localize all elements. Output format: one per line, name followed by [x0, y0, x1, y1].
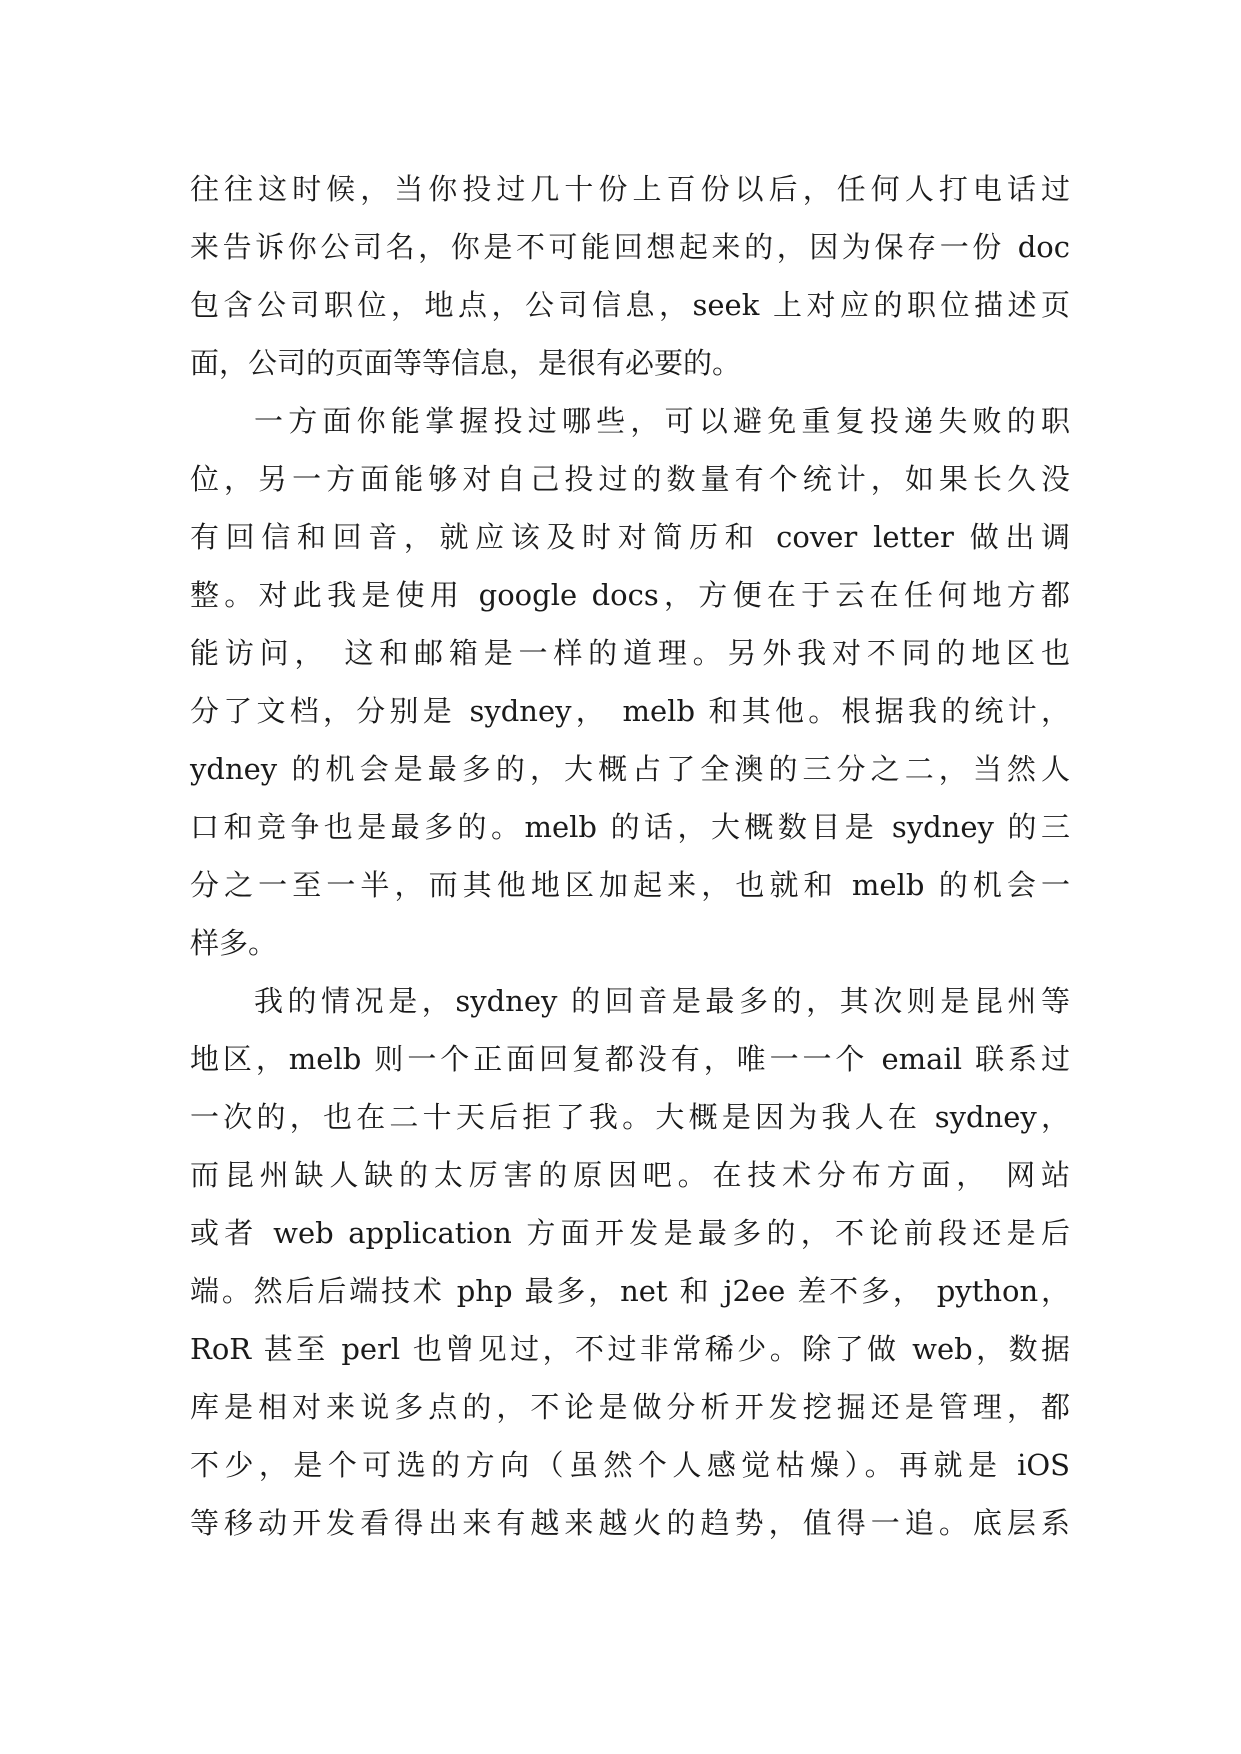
paragraph	[190, 972, 1070, 1552]
text-line: 口和竞争也是最多的。melb 的话，大概数目是 sydney 的三	[190, 810, 1070, 844]
text-line: ydney 的机会是最多的，大概占了全澳的三分之二，当然人	[190, 752, 1070, 786]
text-line: 端。然后后端技术 php 最多，net 和 j2ee 差不多， python，	[190, 1274, 1070, 1308]
paragraph	[190, 392, 1070, 972]
text-line: 分之一至一半，而其他地区加起来，也就和 melb 的机会一	[190, 868, 1070, 902]
text-line: 库是相对来说多点的，不论是做分析开发挖掘还是管理，都	[190, 1390, 1070, 1424]
text-line: 整。对此我是使用 google docs，方便在于云在任何地方都	[190, 578, 1070, 612]
text-line: 包含公司职位，地点，公司信息，seek 上对应的职位描述页	[190, 288, 1070, 322]
text-line: 我的情况是，sydney 的回音是最多的，其次则是昆州等	[254, 984, 1070, 1018]
text-line: 有回信和回音，就应该及时对简历和 cover letter 做出调	[190, 520, 1070, 554]
text-line: 面，公司的页面等等信息，是很有必要的。	[190, 346, 742, 380]
text-line: 或者 web application 方面开发是最多的，不论前段还是后	[190, 1216, 1070, 1250]
text-line: 样多。	[190, 926, 278, 960]
text-line: RoR 甚至 perl 也曾见过，不过非常稀少。除了做 web，数据	[190, 1332, 1070, 1366]
text-line: 分了文档，分别是 sydney， melb 和其他。根据我的统计，	[190, 694, 1070, 728]
text-line: 一方面你能掌握投过哪些，可以避免重复投递失败的职	[254, 404, 1070, 438]
text-line: 来告诉你公司名，你是不可能回想起来的，因为保存一份 doc	[190, 230, 1070, 264]
text-line: 一次的，也在二十天后拒了我。大概是因为我人在 sydney，	[190, 1100, 1070, 1134]
text-line: 不少，是个可选的方向（虽然个人感觉枯燥）。再就是 iOS	[190, 1448, 1070, 1482]
text-line: 而昆州缺人缺的太厉害的原因吧。在技术分布方面， 网站	[190, 1158, 1070, 1192]
text-line: 能访问， 这和邮箱是一样的道理。另外我对不同的地区也	[190, 636, 1070, 670]
paragraph	[190, 160, 1070, 392]
body-text	[190, 160, 1070, 1552]
text-line: 等移动开发看得出来有越来越火的趋势，值得一追。底层系	[190, 1506, 1070, 1540]
text-line: 地区，melb 则一个正面回复都没有，唯一一个 email 联系过	[190, 1042, 1070, 1076]
text-line: 位，另一方面能够对自己投过的数量有个统计，如果长久没	[190, 462, 1070, 496]
text-line: 往往这时候，当你投过几十份上百份以后，任何人打电话过	[190, 172, 1070, 206]
